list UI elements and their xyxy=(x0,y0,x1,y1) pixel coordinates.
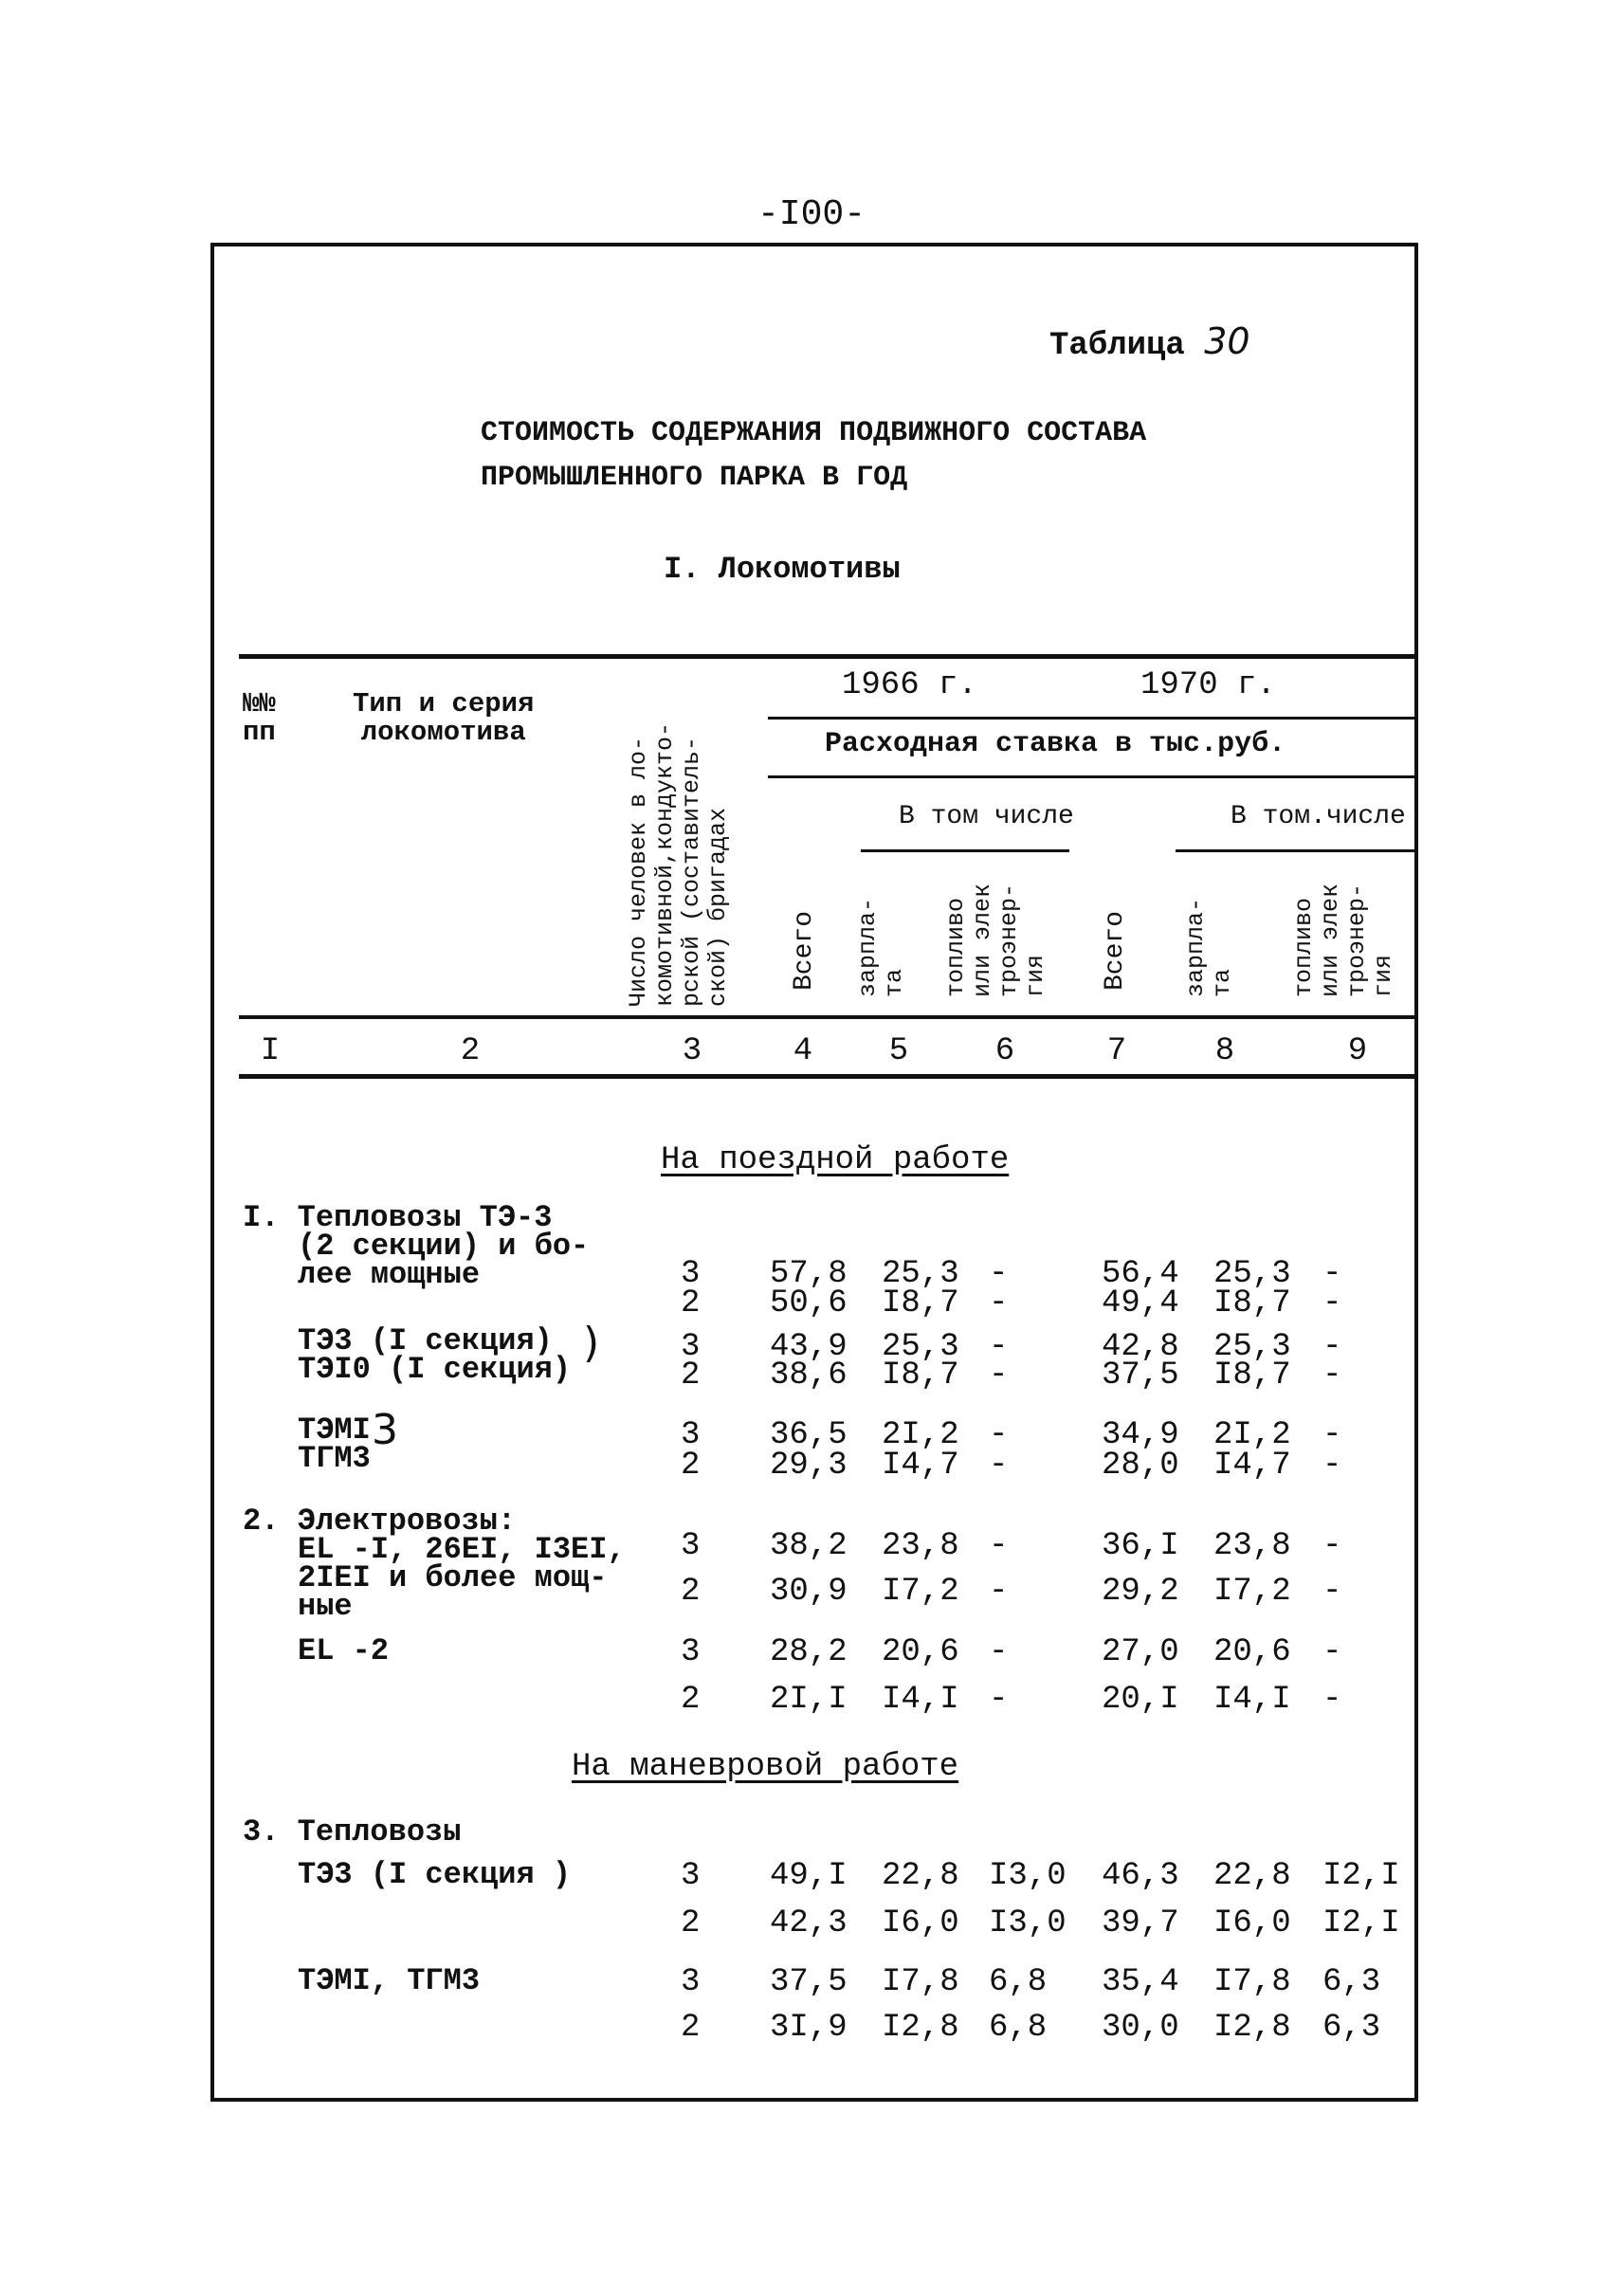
section-title: I. Локомотивы xyxy=(664,552,901,587)
table-cell-fuel-1970: 6,3 xyxy=(1322,2010,1381,2046)
table-cell-fuel-1970: - xyxy=(1322,1417,1342,1453)
table-cell-fuel-1966: - xyxy=(989,1256,1009,1292)
incl-1966-rule xyxy=(861,849,1069,852)
table-cell-total-1966: 50,6 xyxy=(770,1285,848,1321)
table-cell-wages-1966: 23,8 xyxy=(882,1528,959,1564)
table-cell-fuel-1970: - xyxy=(1322,1358,1342,1394)
table-cell-crew-size: 3 xyxy=(681,1964,701,2000)
table-cell-wages-1966: 25,3 xyxy=(882,1256,959,1292)
table-cell-fuel-1970: - xyxy=(1322,1285,1342,1321)
incl-1970-rule xyxy=(1176,849,1414,852)
category-label-diesel-te3 xyxy=(243,1200,590,1292)
table-label-text: Таблица xyxy=(1049,328,1185,364)
category-label-line: EL -I, 26EI, I3EI, xyxy=(298,1532,626,1567)
table-cell-fuel-1966: - xyxy=(989,1358,1009,1394)
category-label-line: 3. Тепловозы xyxy=(243,1814,462,1850)
header-fuel-1970-line-1: топливо xyxy=(1290,897,1318,997)
page-number: -I00- xyxy=(757,194,866,235)
table-cell-wages-1970: I7,8 xyxy=(1213,1964,1291,2000)
brace-icon: ) xyxy=(583,1319,600,1367)
table-cell-fuel-1966: - xyxy=(989,1329,1009,1365)
table-cell-total-1966: 42,3 xyxy=(770,1905,848,1941)
header-col-crew-line-2: комотивной,кондукто- xyxy=(651,721,679,1007)
column-number-4: 4 xyxy=(793,1033,813,1069)
header-fuel-1966-line-4: гия xyxy=(1022,954,1049,997)
table-cell-total-1966: 28,2 xyxy=(770,1634,848,1670)
table-cell-total-1970: 49,4 xyxy=(1102,1285,1179,1321)
table-cell-crew-size: 2 xyxy=(681,1574,701,1610)
table-cell-fuel-1966: 6,8 xyxy=(989,1964,1048,2000)
category-label-line: ТЭ3 (I секция) xyxy=(298,1323,553,1358)
table-cell-fuel-1970: - xyxy=(1322,1448,1342,1484)
column-number-9: 9 xyxy=(1347,1033,1368,1069)
table-cell-fuel-1966: I3,0 xyxy=(989,1905,1067,1941)
header-col-crew xyxy=(626,722,732,1007)
category-label-te3-shunting xyxy=(298,1857,572,1892)
header-fuel-1966-line-1: топливо xyxy=(942,897,970,997)
table-cell-total-1970: 42,8 xyxy=(1102,1329,1179,1365)
table-cell-crew-size: 2 xyxy=(681,2010,701,2046)
table-cell-total-1970: 56,4 xyxy=(1102,1256,1179,1292)
category-label-line: ТГМ3 xyxy=(298,1441,371,1476)
header-total-1970: Всего xyxy=(1101,910,1130,991)
year-rule xyxy=(768,717,1414,720)
table-cell-fuel-1970: - xyxy=(1322,1682,1342,1718)
table-cell-fuel-1970: - xyxy=(1322,1634,1342,1670)
column-number-1: I xyxy=(260,1033,281,1069)
table-cell-crew-size: 3 xyxy=(681,1329,701,1365)
header-col-crew-line-4: ской) бригадах xyxy=(704,807,732,1007)
category-label-line: ТЭМI, ТГМ3 xyxy=(298,1963,481,1998)
table-cell-fuel-1966: - xyxy=(989,1448,1009,1484)
category-label-line: 2. Электровозы: xyxy=(243,1503,517,1539)
category-label-line: ТЭI0 (I секция) xyxy=(298,1352,572,1387)
table-cell-total-1966: 29,3 xyxy=(770,1448,848,1484)
table-cell-total-1966: 36,5 xyxy=(770,1417,848,1453)
title-line-1: СТОИМОСТЬ СОДЕРЖАНИЯ ПОДВИЖНОГО СОСТАВА xyxy=(481,417,1147,449)
table-cell-crew-size: 3 xyxy=(681,1528,701,1564)
table-cell-wages-1970: I7,2 xyxy=(1213,1574,1291,1610)
table-cell-wages-1966: I8,7 xyxy=(882,1358,959,1394)
table-cell-total-1970: 28,0 xyxy=(1102,1448,1179,1484)
table-cell-wages-1966: 25,3 xyxy=(882,1329,959,1365)
table-cell-total-1966: 37,5 xyxy=(770,1964,848,2000)
header-col-crew-line-3: рской (составитель- xyxy=(678,736,705,1007)
header-total-1966: Всего xyxy=(790,910,819,991)
table-cell-wages-1966: I6,0 xyxy=(882,1905,959,1941)
title-line-2: ПРОМЫШЛЕННОГО ПАРКА В ГОД xyxy=(481,462,908,494)
header-col-num-line-1: №№ xyxy=(243,688,276,720)
table-cell-fuel-1966: - xyxy=(989,1574,1009,1610)
header-wages-1966-line-1: зарпла- xyxy=(854,897,882,997)
header-wages-1970-line-1: зарпла- xyxy=(1182,897,1210,997)
category-label-tem1-tgm3 xyxy=(298,1412,371,1476)
header-fuel-1966 xyxy=(943,884,1049,997)
rate-rule xyxy=(768,775,1414,778)
table-cell-crew-size: 3 xyxy=(681,1858,701,1894)
table-cell-total-1970: 20,I xyxy=(1102,1682,1179,1718)
header-fuel-1966-line-2: или элек xyxy=(969,883,996,997)
table-cell-wages-1970: I8,7 xyxy=(1213,1358,1291,1394)
header-year-1966: 1966 г. xyxy=(842,667,977,703)
table-cell-total-1966: 2I,I xyxy=(770,1682,848,1718)
table-cell-fuel-1966: - xyxy=(989,1417,1009,1453)
table-cell-wages-1966: 20,6 xyxy=(882,1634,959,1670)
table-cell-fuel-1970: I2,I xyxy=(1322,1858,1400,1894)
table-cell-crew-size: 3 xyxy=(681,1256,701,1292)
group-heading-shunting: На маневровой работе xyxy=(572,1749,959,1785)
table-cell-total-1966: 30,9 xyxy=(770,1574,848,1610)
table-cell-fuel-1966: - xyxy=(989,1528,1009,1564)
table-cell-crew-size: 2 xyxy=(681,1285,701,1321)
table-cell-wages-1970: 25,3 xyxy=(1213,1329,1291,1365)
header-col-num-line-2: пп xyxy=(243,717,276,748)
column-number-2: 2 xyxy=(460,1033,481,1069)
table-cell-crew-size: 3 xyxy=(681,1634,701,1670)
table-cell-wages-1970: I4,I xyxy=(1213,1682,1291,1718)
category-label-line: лее мощные xyxy=(298,1257,481,1292)
table-cell-crew-size: 2 xyxy=(681,1358,701,1394)
header-col-type-line-2: локомотива xyxy=(360,717,526,748)
table-cell-total-1966: 43,9 xyxy=(770,1329,848,1365)
category-label-te3-te10 xyxy=(298,1323,572,1387)
table-cell-total-1966: 49,I xyxy=(770,1858,848,1894)
table-cell-wages-1970: 25,3 xyxy=(1213,1256,1291,1292)
table-cell-wages-1966: I4,7 xyxy=(882,1448,959,1484)
table-cell-wages-1966: I4,I xyxy=(882,1682,959,1718)
table-cell-wages-1970: 2I,2 xyxy=(1213,1417,1291,1453)
category-label-line: ТЭ3 (I секция ) xyxy=(298,1857,572,1892)
table-cell-wages-1970: I8,7 xyxy=(1213,1285,1291,1321)
header-wages-1970-line-2: та xyxy=(1209,968,1236,997)
table-cell-fuel-1966: - xyxy=(989,1285,1009,1321)
table-cell-total-1970: 30,0 xyxy=(1102,2010,1179,2046)
table-cell-fuel-1966: I3,0 xyxy=(989,1858,1067,1894)
category-label-line: (2 секции) и бо- xyxy=(298,1229,590,1264)
header-wages-1966-line-2: та xyxy=(881,968,908,997)
category-label-line: EL -2 xyxy=(298,1633,390,1668)
table-cell-wages-1970: I4,7 xyxy=(1213,1448,1291,1484)
table-cell-fuel-1966: - xyxy=(989,1634,1009,1670)
category-label-el2 xyxy=(298,1633,390,1668)
header-fuel-1970 xyxy=(1291,884,1397,997)
header-top-rule xyxy=(239,654,1414,659)
category-label-line: ТЭМI xyxy=(298,1412,371,1448)
table-cell-wages-1966: I7,8 xyxy=(882,1964,959,2000)
table-cell-wages-1970: I6,0 xyxy=(1213,1905,1291,1941)
table-number: 30 xyxy=(1204,320,1250,362)
category-label-electric xyxy=(243,1503,626,1624)
table-cell-total-1970: 46,3 xyxy=(1102,1858,1179,1894)
table-cell-total-1966: 38,6 xyxy=(770,1358,848,1394)
column-number-5: 5 xyxy=(888,1033,909,1069)
header-fuel-1970-line-3: троэнер- xyxy=(1343,883,1371,997)
header-fuel-1966-line-3: троэнер- xyxy=(995,883,1023,997)
header-incl-1970: В том.числе xyxy=(1231,802,1406,831)
table-cell-fuel-1966: 6,8 xyxy=(989,2010,1048,2046)
column-number-6: 6 xyxy=(994,1033,1015,1069)
column-numbers-rule xyxy=(239,1074,1414,1079)
category-label-line: 2IEI и более мощ- xyxy=(298,1560,608,1595)
table-cell-wages-1966: I2,8 xyxy=(882,2010,959,2046)
category-label-line: ные xyxy=(298,1589,353,1624)
table-cell-fuel-1970: I2,I xyxy=(1322,1905,1400,1941)
table-cell-total-1970: 39,7 xyxy=(1102,1905,1179,1941)
header-incl-1966: В том числе xyxy=(899,802,1074,831)
table-cell-total-1970: 37,5 xyxy=(1102,1358,1179,1394)
table-cell-wages-1970: 23,8 xyxy=(1213,1528,1291,1564)
table-cell-total-1966: 57,8 xyxy=(770,1256,848,1292)
table-cell-wages-1970: 22,8 xyxy=(1213,1858,1291,1894)
table-cell-fuel-1970: - xyxy=(1322,1256,1342,1292)
table-cell-crew-size: 2 xyxy=(681,1905,701,1941)
table-cell-crew-size: 3 xyxy=(681,1417,701,1453)
table-cell-fuel-1970: - xyxy=(1322,1329,1342,1365)
header-year-1970: 1970 г. xyxy=(1140,667,1276,703)
table-cell-total-1966: 38,2 xyxy=(770,1528,848,1564)
column-number-3: 3 xyxy=(682,1033,702,1069)
header-wages-1970 xyxy=(1183,898,1236,997)
table-cell-wages-1970: 20,6 xyxy=(1213,1634,1291,1670)
header-fuel-1970-line-2: или элек xyxy=(1317,883,1344,997)
table-cell-fuel-1970: - xyxy=(1322,1528,1342,1564)
table-label xyxy=(1049,320,1250,364)
table-cell-wages-1966: 2I,2 xyxy=(882,1417,959,1453)
table-cell-total-1970: 29,2 xyxy=(1102,1574,1179,1610)
header-col-crew-line-1: Число человек в ло- xyxy=(625,736,652,1007)
table-cell-total-1970: 35,4 xyxy=(1102,1964,1179,2000)
header-fuel-1970-line-4: гия xyxy=(1370,954,1397,997)
brace-icon: 3 xyxy=(372,1406,398,1454)
table-cell-wages-1966: 22,8 xyxy=(882,1858,959,1894)
table-cell-wages-1970: I2,8 xyxy=(1213,2010,1291,2046)
group-heading-train: На поездной работе xyxy=(661,1142,1010,1178)
table-cell-fuel-1970: - xyxy=(1322,1574,1342,1610)
column-number-7: 7 xyxy=(1106,1033,1127,1069)
table-cell-total-1966: 3I,9 xyxy=(770,2010,848,2046)
header-col-type-line-1: Тип и серия xyxy=(353,688,535,720)
header-wages-1966 xyxy=(855,898,908,997)
header-col-num xyxy=(243,690,276,747)
header-col-type xyxy=(353,690,534,747)
header-bottom-rule xyxy=(239,1015,1414,1019)
table-cell-fuel-1966: - xyxy=(989,1682,1009,1718)
column-number-8: 8 xyxy=(1214,1033,1235,1069)
category-label-shunting-diesel xyxy=(243,1814,462,1850)
table-cell-crew-size: 2 xyxy=(681,1448,701,1484)
category-label-tem1-tgm3-shunting xyxy=(298,1963,481,1998)
table-cell-crew-size: 2 xyxy=(681,1682,701,1718)
table-cell-wages-1966: I7,2 xyxy=(882,1574,959,1610)
header-rate-label: Расходная ставка в тыс.руб. xyxy=(825,728,1286,760)
table-cell-wages-1966: I8,7 xyxy=(882,1285,959,1321)
table-cell-total-1970: 36,I xyxy=(1102,1528,1179,1564)
table-cell-fuel-1970: 6,3 xyxy=(1322,1964,1381,2000)
table-cell-total-1970: 27,0 xyxy=(1102,1634,1179,1670)
category-label-line: I. Тепловозы ТЭ-3 xyxy=(243,1200,553,1235)
table-cell-total-1970: 34,9 xyxy=(1102,1417,1179,1453)
